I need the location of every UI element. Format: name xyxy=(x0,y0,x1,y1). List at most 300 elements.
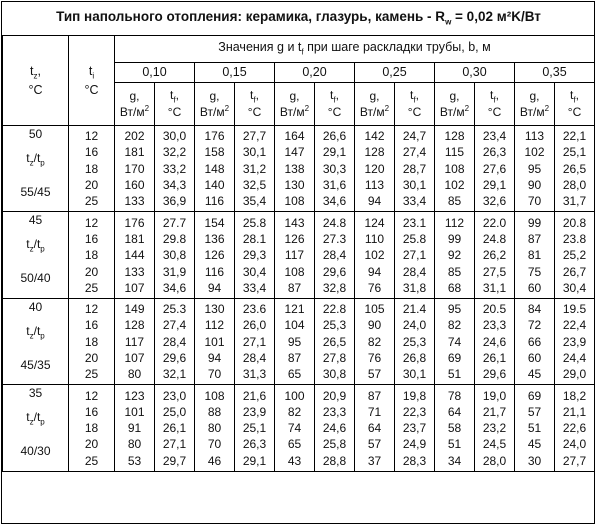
tf-value: 28,4 xyxy=(235,350,275,366)
ti-value: 20 xyxy=(69,263,115,279)
g-value: 58 xyxy=(435,420,475,436)
tf-value: 30,4 xyxy=(555,280,595,299)
tf-value: 27,1 xyxy=(155,436,195,452)
tf-value: 33,4 xyxy=(395,193,435,212)
g-value: 176 xyxy=(115,212,155,231)
table-row xyxy=(3,317,595,333)
tz-value: 35 xyxy=(28,386,43,401)
g-value: 45 xyxy=(515,436,555,452)
table-row xyxy=(3,263,595,279)
g-value: 37 xyxy=(355,453,395,472)
table-row xyxy=(3,177,595,193)
g-value: 82 xyxy=(435,317,475,333)
tf-value: 30,1 xyxy=(235,144,275,160)
tf-value: 23,9 xyxy=(555,334,595,350)
g-value: 90 xyxy=(355,317,395,333)
tf-value: 21.4 xyxy=(395,298,435,317)
g-value: 126 xyxy=(195,247,235,263)
tf-value: 27,6 xyxy=(475,161,515,177)
tf-value: 30,8 xyxy=(155,247,195,263)
tf-value: 24,9 xyxy=(395,436,435,452)
g-value: 128 xyxy=(115,317,155,333)
ti-value: 20 xyxy=(69,350,115,366)
g-value: 65 xyxy=(275,366,315,385)
tf-value: 31,3 xyxy=(235,366,275,385)
table-row xyxy=(3,144,595,160)
tf-value: 19,8 xyxy=(395,385,435,404)
g-value: 68 xyxy=(435,280,475,299)
ti-value: 18 xyxy=(69,247,115,263)
g-value: 87 xyxy=(515,231,555,247)
g-value: 92 xyxy=(435,247,475,263)
tf-value: 24,5 xyxy=(475,436,515,452)
g-value: 34 xyxy=(435,453,475,472)
g-value: 82 xyxy=(355,334,395,350)
tf-value: 28,4 xyxy=(155,334,195,350)
g-value: 101 xyxy=(195,334,235,350)
tf-value: 25.8 xyxy=(395,231,435,247)
tf-value: 25,3 xyxy=(395,334,435,350)
g-value: 176 xyxy=(195,126,235,145)
spacing-header: 0,25 xyxy=(355,63,435,83)
g-value: 133 xyxy=(115,263,155,279)
tf-value: 32,2 xyxy=(155,144,195,160)
ti-value: 25 xyxy=(69,193,115,212)
g-value: 140 xyxy=(195,177,235,193)
tz-tp-value: 40/30 xyxy=(20,444,51,459)
tf-value: 22,6 xyxy=(555,420,595,436)
ti-value: 18 xyxy=(69,334,115,350)
tf-value: 22.0 xyxy=(475,212,515,231)
tf-value: 22,1 xyxy=(555,126,595,145)
tf-value: 27,5 xyxy=(475,263,515,279)
spacing-header: 0,35 xyxy=(515,63,595,83)
g-value: 108 xyxy=(275,193,315,212)
tf-value: 23,3 xyxy=(315,404,355,420)
g-value: 117 xyxy=(115,334,155,350)
g-value: 46 xyxy=(195,453,235,472)
tf-value: 27,4 xyxy=(395,144,435,160)
spacing-header: 0,20 xyxy=(275,63,355,83)
tf-value: 24,4 xyxy=(555,350,595,366)
tf-value: 27,8 xyxy=(315,350,355,366)
g-value: 181 xyxy=(115,231,155,247)
g-unit-header: g, $Вт/м^2$ xyxy=(355,83,395,126)
g-value: 71 xyxy=(355,404,395,420)
tf-value: 29,1 xyxy=(315,144,355,160)
g-value: 94 xyxy=(195,280,235,299)
g-value: 112 xyxy=(195,317,235,333)
table-row xyxy=(3,212,595,231)
tf-value: 29,0 xyxy=(555,366,595,385)
g-value: 136 xyxy=(195,231,235,247)
tf-value: 25,1 xyxy=(555,144,595,160)
tf-value: 24.8 xyxy=(315,212,355,231)
tf-value: 29,6 xyxy=(155,350,195,366)
tf-value: 24,0 xyxy=(555,436,595,452)
g-value: 158 xyxy=(195,144,235,160)
tf-value: 25.8 xyxy=(235,212,275,231)
g-value: 112 xyxy=(435,212,475,231)
tf-value: 28.1 xyxy=(235,231,275,247)
g-value: 147 xyxy=(275,144,315,160)
tf-value: 20.5 xyxy=(475,298,515,317)
g-value: 99 xyxy=(515,212,555,231)
ti-value: 25 xyxy=(69,280,115,299)
g-value: 170 xyxy=(115,161,155,177)
g-value: 85 xyxy=(435,193,475,212)
header-tz: $t_z$, °C xyxy=(3,36,69,126)
tf-value: 24,7 xyxy=(395,126,435,145)
g-value: 85 xyxy=(435,263,475,279)
tf-value: 29,7 xyxy=(155,453,195,472)
g-value: 87 xyxy=(275,280,315,299)
header-ti: $t_i$ °C xyxy=(69,36,115,126)
tf-value: 24,6 xyxy=(315,420,355,436)
tf-value: 20,9 xyxy=(315,385,355,404)
ti-value: 12 xyxy=(69,298,115,317)
tz-cell xyxy=(3,212,69,298)
ti-value: 20 xyxy=(69,436,115,452)
g-value: 130 xyxy=(195,298,235,317)
tf-value: 23,0 xyxy=(155,385,195,404)
g-value: 164 xyxy=(275,126,315,145)
g-value: 142 xyxy=(355,126,395,145)
g-value: 100 xyxy=(275,385,315,404)
g-value: 102 xyxy=(355,247,395,263)
g-value: 81 xyxy=(515,247,555,263)
tf-unit-header: $t_f$, °C xyxy=(475,83,515,126)
header-spacing-caption: Значения g и $t_f$ при шаге раскладки трубы, b, м xyxy=(115,36,595,63)
tz-tp-value: 45/35 xyxy=(20,357,51,372)
g-value: 80 xyxy=(115,436,155,452)
tf-value: 31,7 xyxy=(555,193,595,212)
tf-value: 25,8 xyxy=(315,436,355,452)
tf-value: 21,6 xyxy=(235,385,275,404)
tf-value: 34,6 xyxy=(155,280,195,299)
g-value: 94 xyxy=(355,263,395,279)
g-value: 117 xyxy=(275,247,315,263)
tf-value: 23.8 xyxy=(555,231,595,247)
g-value: 143 xyxy=(275,212,315,231)
tf-value: 36,9 xyxy=(155,193,195,212)
tf-value: 25.3 xyxy=(155,298,195,317)
tf-value: 23,2 xyxy=(475,420,515,436)
tf-value: 28,0 xyxy=(555,177,595,193)
table-row xyxy=(3,231,595,247)
tf-unit-header: $t_f$, °C xyxy=(555,83,595,126)
g-value: 76 xyxy=(355,350,395,366)
tf-value: 28,8 xyxy=(315,453,355,472)
g-value: 123 xyxy=(115,385,155,404)
tf-value: 30,0 xyxy=(155,126,195,145)
tf-value: 34,6 xyxy=(315,193,355,212)
table-row xyxy=(3,334,595,350)
g-value: 105 xyxy=(355,298,395,317)
tf-value: 32,8 xyxy=(315,280,355,299)
g-unit-header: g, $Вт/м^2$ xyxy=(195,83,235,126)
g-value: 70 xyxy=(195,366,235,385)
g-value: 108 xyxy=(275,263,315,279)
tf-value: 22.8 xyxy=(315,298,355,317)
tz-cell xyxy=(3,385,69,471)
tz-value: 40 xyxy=(28,299,43,314)
tf-value: 26,8 xyxy=(395,350,435,366)
g-value: 75 xyxy=(515,263,555,279)
spacing-header: 0,10 xyxy=(115,63,195,83)
ti-value: 12 xyxy=(69,126,115,145)
g-value: 113 xyxy=(355,177,395,193)
tf-value: 30,8 xyxy=(315,366,355,385)
ti-value: 25 xyxy=(69,366,115,385)
g-value: 51 xyxy=(435,436,475,452)
g-value: 69 xyxy=(515,385,555,404)
tf-unit-header: $t_f$, °C xyxy=(395,83,435,126)
tf-value: 23,7 xyxy=(395,420,435,436)
g-value: 57 xyxy=(515,404,555,420)
g-value: 181 xyxy=(115,144,155,160)
tz-tp-value: 55/45 xyxy=(20,185,51,199)
g-value: 101 xyxy=(115,404,155,420)
tf-value: 26,1 xyxy=(155,420,195,436)
tf-value: 26,6 xyxy=(315,126,355,145)
g-value: 78 xyxy=(435,385,475,404)
tf-value: 26,5 xyxy=(315,334,355,350)
g-value: 116 xyxy=(195,263,235,279)
tf-value: 31,9 xyxy=(155,263,195,279)
tf-value: 33,2 xyxy=(155,161,195,177)
g-unit-header: g, $Вт/м^2$ xyxy=(515,83,555,126)
g-value: 84 xyxy=(515,298,555,317)
g-value: 160 xyxy=(115,177,155,193)
g-value: 51 xyxy=(515,420,555,436)
ti-value: 12 xyxy=(69,212,115,231)
tf-value: 26,5 xyxy=(555,161,595,177)
g-value: 65 xyxy=(275,436,315,452)
g-value: 95 xyxy=(275,334,315,350)
tz-cell xyxy=(3,126,69,212)
ti-value: 16 xyxy=(69,317,115,333)
table-row xyxy=(3,366,595,385)
ti-value: 18 xyxy=(69,161,115,177)
tz-tp-label: $t_z/t_p$ xyxy=(26,237,45,254)
table-title: Тип напольного отопления: керамика, глазурь, камень - $R_w = 0,02$ м²K/Вт xyxy=(3,2,595,36)
table-row xyxy=(3,193,595,212)
g-value: 60 xyxy=(515,350,555,366)
tf-value: 26,0 xyxy=(235,317,275,333)
tf-value: 32,1 xyxy=(155,366,195,385)
tf-value: 31,2 xyxy=(235,161,275,177)
tf-value: 20.8 xyxy=(555,212,595,231)
tf-value: 27,1 xyxy=(235,334,275,350)
tf-value: 25,0 xyxy=(155,404,195,420)
ti-value: 18 xyxy=(69,420,115,436)
g-value: 94 xyxy=(195,350,235,366)
g-value: 124 xyxy=(355,212,395,231)
g-value: 104 xyxy=(275,317,315,333)
tf-value: 33,4 xyxy=(235,280,275,299)
tf-value: 26,1 xyxy=(475,350,515,366)
g-value: 108 xyxy=(435,161,475,177)
tf-value: 26,3 xyxy=(235,436,275,452)
table-row xyxy=(3,385,595,404)
g-value: 80 xyxy=(115,366,155,385)
tf-value: 19.5 xyxy=(555,298,595,317)
tf-value: 29,6 xyxy=(475,366,515,385)
ti-value: 20 xyxy=(69,177,115,193)
g-value: 72 xyxy=(515,317,555,333)
g-value: 116 xyxy=(195,193,235,212)
g-value: 133 xyxy=(115,193,155,212)
tf-value: 27,1 xyxy=(395,247,435,263)
tf-value: 29,1 xyxy=(235,453,275,472)
g-value: 82 xyxy=(275,404,315,420)
tf-value: 19,0 xyxy=(475,385,515,404)
tf-value: 29,3 xyxy=(235,247,275,263)
ti-value: 12 xyxy=(69,385,115,404)
g-value: 94 xyxy=(355,193,395,212)
tf-value: 30,1 xyxy=(395,366,435,385)
g-value: 91 xyxy=(115,420,155,436)
g-value: 95 xyxy=(435,298,475,317)
tf-value: 26,2 xyxy=(475,247,515,263)
g-value: 102 xyxy=(515,144,555,160)
tf-value: 28,3 xyxy=(395,453,435,472)
g-value: 88 xyxy=(195,404,235,420)
g-value: 113 xyxy=(515,126,555,145)
g-value: 107 xyxy=(115,350,155,366)
g-value: 30 xyxy=(515,453,555,472)
g-value: 148 xyxy=(195,161,235,177)
g-value: 108 xyxy=(195,385,235,404)
g-value: 70 xyxy=(195,436,235,452)
tf-value: 31,1 xyxy=(475,280,515,299)
tf-value: 30,4 xyxy=(235,263,275,279)
g-value: 90 xyxy=(515,177,555,193)
g-value: 130 xyxy=(275,177,315,193)
tf-value: 27,4 xyxy=(155,317,195,333)
spacing-header: 0,15 xyxy=(195,63,275,83)
tz-value: 45 xyxy=(28,213,43,228)
heating-table-card xyxy=(1,1,595,524)
table-row xyxy=(3,420,595,436)
tf-value: 28,4 xyxy=(395,263,435,279)
table-row xyxy=(3,247,595,263)
tf-value: 32,5 xyxy=(235,177,275,193)
g-value: 87 xyxy=(355,385,395,404)
tf-value: 18,2 xyxy=(555,385,595,404)
g-value: 107 xyxy=(115,280,155,299)
table-row xyxy=(3,298,595,317)
tf-value: 22,4 xyxy=(555,317,595,333)
tf-value: 24,6 xyxy=(475,334,515,350)
tf-value: 25,1 xyxy=(235,420,275,436)
tf-value: 35,4 xyxy=(235,193,275,212)
g-value: 57 xyxy=(355,366,395,385)
table-row xyxy=(3,280,595,299)
tf-unit-header: $t_f$, °C xyxy=(235,83,275,126)
g-value: 53 xyxy=(115,453,155,472)
tf-value: 25,3 xyxy=(315,317,355,333)
g-value: 51 xyxy=(435,366,475,385)
g-value: 120 xyxy=(355,161,395,177)
tz-cell xyxy=(3,298,69,384)
g-value: 110 xyxy=(355,231,395,247)
tf-value: 28,4 xyxy=(315,247,355,263)
g-value: 95 xyxy=(515,161,555,177)
g-value: 99 xyxy=(435,231,475,247)
g-value: 64 xyxy=(435,404,475,420)
g-value: 126 xyxy=(275,231,315,247)
tf-value: 21,1 xyxy=(555,404,595,420)
tf-value: 27.7 xyxy=(155,212,195,231)
tf-value: 26,3 xyxy=(475,144,515,160)
g-value: 144 xyxy=(115,247,155,263)
ti-value: 16 xyxy=(69,144,115,160)
g-value: 64 xyxy=(355,420,395,436)
g-unit-header: g, $Вт/м^2$ xyxy=(435,83,475,126)
tf-value: 31,6 xyxy=(315,177,355,193)
tz-tp-label: $t_z/t_p$ xyxy=(26,323,45,341)
g-value: 115 xyxy=(435,144,475,160)
tf-value: 31,8 xyxy=(395,280,435,299)
tf-value: 23,4 xyxy=(475,126,515,145)
tf-value: 24.8 xyxy=(475,231,515,247)
g-value: 102 xyxy=(435,177,475,193)
g-value: 149 xyxy=(115,298,155,317)
table-row xyxy=(3,350,595,366)
tf-value: 23.1 xyxy=(395,212,435,231)
g-value: 121 xyxy=(275,298,315,317)
g-value: 70 xyxy=(515,193,555,212)
table-row xyxy=(3,161,595,177)
tf-value: 22,3 xyxy=(395,404,435,420)
tf-value: 29,6 xyxy=(315,263,355,279)
tf-value: 26,7 xyxy=(555,263,595,279)
tz-tp-label: $t_z/t_p$ xyxy=(26,410,45,427)
tf-value: 27,7 xyxy=(235,126,275,145)
tf-value: 27,7 xyxy=(555,453,595,472)
g-value: 69 xyxy=(435,350,475,366)
g-value: 128 xyxy=(355,144,395,160)
g-value: 74 xyxy=(435,334,475,350)
g-value: 87 xyxy=(275,350,315,366)
tf-value: 28,7 xyxy=(395,161,435,177)
heating-data-table xyxy=(2,2,595,472)
tf-unit-header: $t_f$, °C xyxy=(155,83,195,126)
ti-value: 25 xyxy=(69,453,115,472)
ti-value: 16 xyxy=(69,404,115,420)
tf-value: 24,0 xyxy=(395,317,435,333)
g-value: 45 xyxy=(515,366,555,385)
table-row xyxy=(3,404,595,420)
g-unit-header: g, $Вт/м^2$ xyxy=(275,83,315,126)
tf-value: 28,0 xyxy=(475,453,515,472)
tz-tp-value: 50/40 xyxy=(20,271,51,286)
g-value: 60 xyxy=(515,280,555,299)
tf-value: 29,1 xyxy=(475,177,515,193)
tf-value: 25,2 xyxy=(555,247,595,263)
table-row xyxy=(3,436,595,452)
g-value: 43 xyxy=(275,453,315,472)
tf-value: 34,3 xyxy=(155,177,195,193)
tf-value: 30,1 xyxy=(395,177,435,193)
g-value: 154 xyxy=(195,212,235,231)
tf-value: 32,6 xyxy=(475,193,515,212)
g-value: 74 xyxy=(275,420,315,436)
ti-value: 16 xyxy=(69,231,115,247)
tf-value: 23.6 xyxy=(235,298,275,317)
